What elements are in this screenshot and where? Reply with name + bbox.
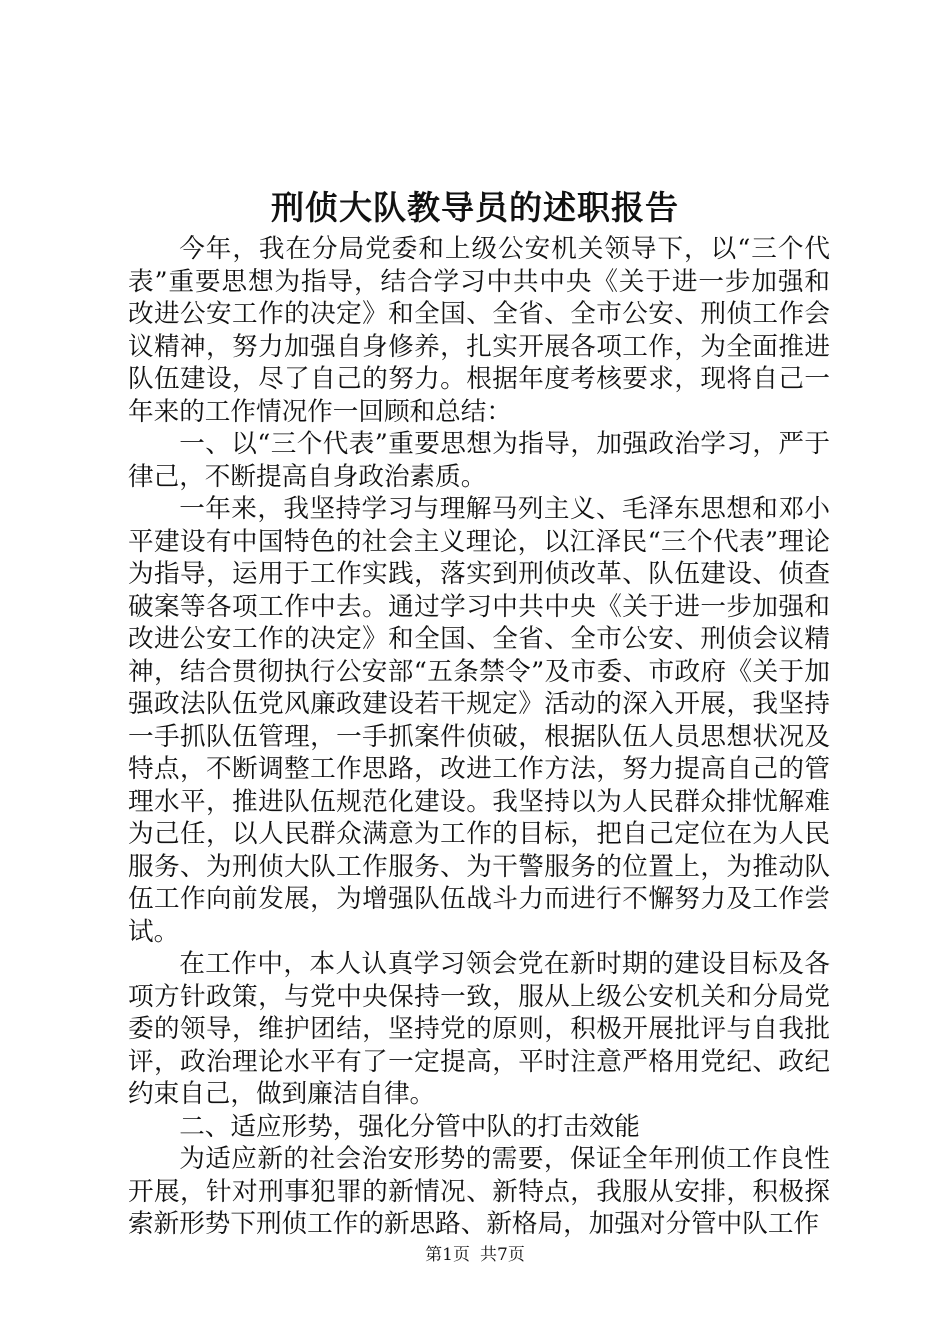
body-paragraph: 一年来，我坚持学习与理解马列主义、毛泽东思想和邓小平建设有中国特色的社会主义理论，以江泽民“三个代表”理论为指导，运用于工作实践，落实到刑侦改革、队伍建设、侦查破案等各项工作中去。通过学习中共中央《关于进一步加强和改进公安工作的决定》和全国、全省、全市公安、刑侦会议精神，结合贯彻执行公安部“五条禁令”及市委、市政府《关于加强政法队伍党风廉政建设若干规定》活动的深入开展，我坚持一手抓队伍管理，一手抓案件侦破，根据队伍人员思想状况及特点，不断调整工作思路，改进工作方法，努力提高自己的管理水平，推进队伍规范化建设。我坚持以为人民群众排忧解难为己任，以人民群众满意为工作的目标，把自己定位在为人民服务、为刑侦大队工作服务、为干警服务的位置上，为推动队伍工作向前发展，为增强队伍战斗力而进行不懈努力及工作尝试。 — [128, 494, 830, 947]
page-number: 第1页 — [425, 1245, 470, 1265]
document-title: 刑侦大队教导员的述职报告 — [271, 188, 679, 227]
page-footer — [0, 1243, 950, 1267]
body-paragraph: 为适应新的社会治安形势的需要，保证全年刑侦工作良性开展，针对刑事犯罪的新情况、新特点，我服从安排，积极探索新形势下刑侦工作的新思路、新格局，加强对分管中队工作 — [128, 1144, 830, 1239]
section-heading-1: 一、以“三个代表”重要思想为指导，加强政治学习，严于律己，不断提高自身政治素质。 — [128, 429, 830, 492]
document-body — [128, 233, 830, 1241]
intro-paragraph: 今年，我在分局党委和上级公安机关领导下，以“三个代表”重要思想为指导，结合学习中共中央《关于进一步加强和改进公安工作的决定》和全国、全省、全市公安、刑侦工作会议精神，努力加强自身修养，扎实开展各项工作，为全面推进队伍建设，尽了自己的努力。根据年度考核要求，现将自己一年来的工作情况作一回顾和总结： — [128, 234, 830, 427]
section-heading-2: 二、适应形势，强化分管中队的打击效能 — [179, 1111, 640, 1142]
body-paragraph: 在工作中，本人认真学习领会党在新时期的建设目标及各项方针政策，与党中央保持一致，服从上级公安机关和分局党委的领导，维护团结，坚持党的原则，积极开展批评与自我批评，政治理论水平有了一定提高，平时注意严格用党纪、政纪约束自己，做到廉洁自律。 — [128, 949, 830, 1109]
page-total: 共7页 — [480, 1245, 525, 1265]
